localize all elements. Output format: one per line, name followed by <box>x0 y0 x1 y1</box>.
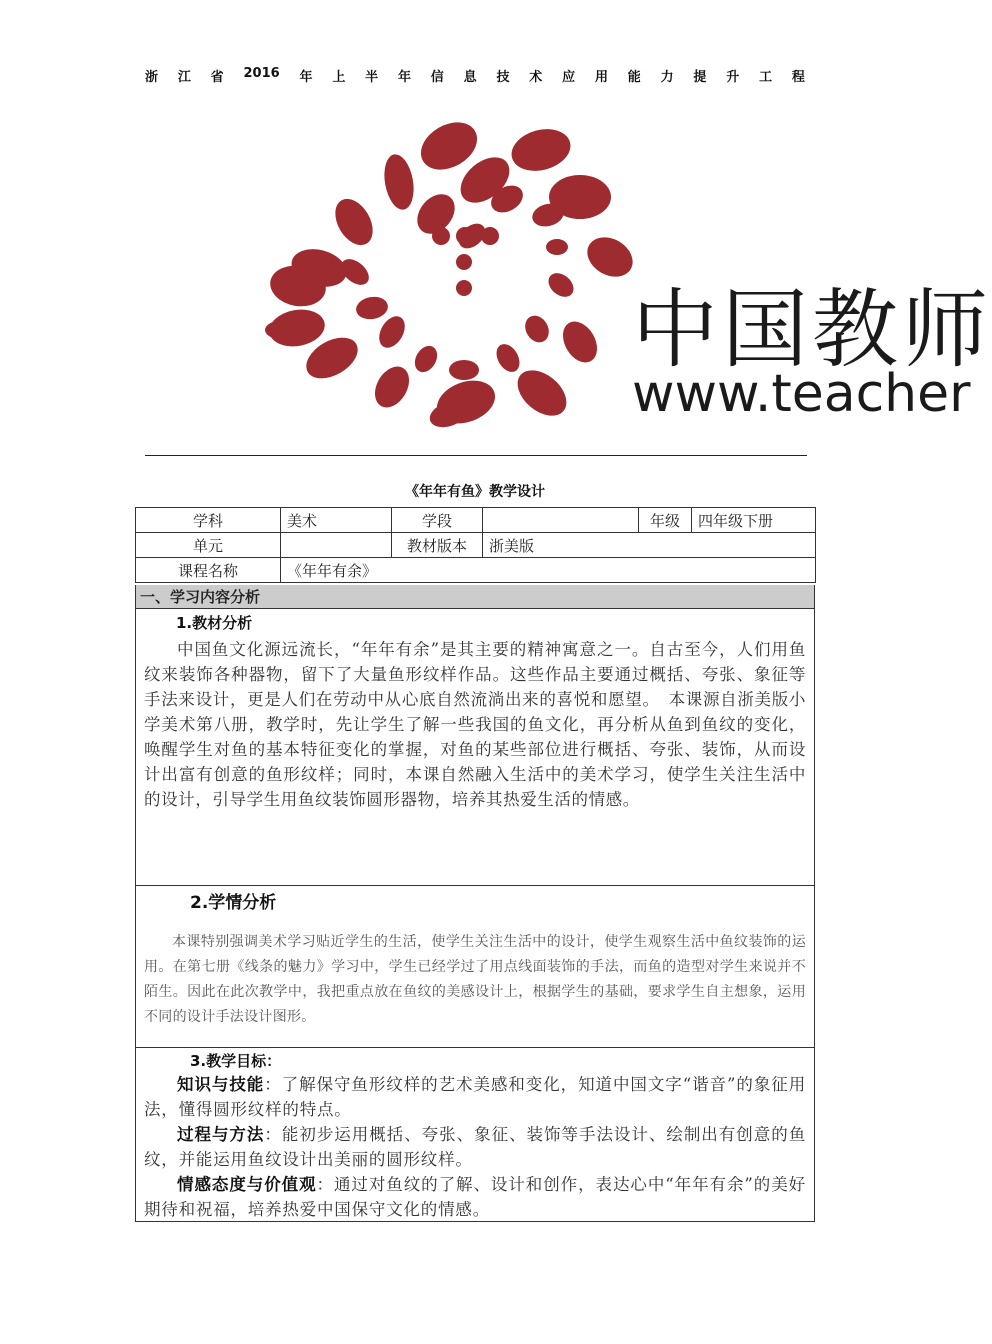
header-char: 浙 <box>145 70 159 85</box>
subject-label: 学科 <box>136 508 281 533</box>
unit-value <box>281 533 392 558</box>
header-char: 用 <box>594 70 608 85</box>
spiral-emblem-icon <box>240 110 660 430</box>
teacher-logo <box>240 110 992 430</box>
header-char: 年 <box>299 70 313 85</box>
emotion-text: ：通过对鱼纹的了解、设计和创作，表达心中“年年有余”的美好期待和祝福，培养热爱中国保守文化的情感。 <box>144 1175 806 1219</box>
header-char: 信 <box>430 70 444 85</box>
header-char: 技 <box>496 70 510 85</box>
header-char: 升 <box>726 70 740 85</box>
header-char: 术 <box>529 70 543 85</box>
subject-value: 美术 <box>281 508 392 533</box>
material-text: 中国鱼文化源远流长，“年年有余”是其主要的精神寓意之一。自古至今，人们用鱼纹来装饰各种器物，留下了大量鱼形纹样作品。这些作品主要通过概括、夸张、象征等手法来设计，更是人们在劳动中从心底自然流淌出来的喜悦和愿望。 本课源自浙美版小学美术第八册，教学时，先让学生了解一些我国的鱼文化，再分析从鱼到鱼纹的变化，唤醒学生对鱼的基本特征变化的掌握，对鱼的某些部位进行概括、夸张、装饰，从而设计出富有创意的鱼形纹样；同时，本课自然融入生活中的美术学习，使学生关注生活中的设计，引导学生用鱼纹装饰圆形器物，培养其热爱生活的情感。 <box>144 640 806 809</box>
header-char: 应 <box>562 70 576 85</box>
edition-label: 教材版本 <box>392 533 483 558</box>
emotion-label: 情感态度与价值观 <box>177 1175 317 1194</box>
document-title: 《年年有鱼》教学设计 <box>405 484 545 500</box>
stage-label: 学段 <box>392 508 483 533</box>
unit-label: 单元 <box>136 533 281 558</box>
process-label: 过程与方法 <box>177 1125 265 1144</box>
header-char: 江 <box>177 70 191 85</box>
knowledge-label: 知识与技能 <box>177 1075 265 1094</box>
header-char: 力 <box>660 70 674 85</box>
header-char: 上 <box>332 70 346 85</box>
process-goal <box>144 1122 806 1172</box>
header-divider <box>145 455 807 456</box>
table-row <box>136 508 816 533</box>
logo-chinese-text: 中国教师 <box>632 280 992 380</box>
student-title: 2.学情分析 <box>190 893 277 913</box>
student-analysis-box <box>135 886 815 1048</box>
grade-value: 四年级下册 <box>692 508 816 533</box>
goals-title: 3.教学目标： <box>190 1052 282 1070</box>
course-label: 课程名称 <box>136 558 281 583</box>
header-char: 半 <box>365 70 379 85</box>
process-text: ：能初步运用概括、夸张、象征、装饰等手法设计、绘制出有创意的鱼纹，并能运用鱼纹设计出美丽的圆形纹样。 <box>144 1125 806 1169</box>
table-row <box>136 533 816 558</box>
section-heading: 一、学习内容分析 <box>135 585 815 609</box>
header-char: 省 <box>210 70 224 85</box>
header-char: 工 <box>759 70 773 85</box>
course-value: 《年年有余》 <box>281 558 816 583</box>
table-row <box>136 558 816 583</box>
knowledge-goal <box>144 1072 806 1122</box>
grade-label: 年级 <box>639 508 692 533</box>
info-table <box>135 507 816 583</box>
header-char: 能 <box>627 70 641 85</box>
header-char: 提 <box>693 70 707 85</box>
header-char: 息 <box>463 70 477 85</box>
edition-value: 浙美版 <box>483 533 816 558</box>
knowledge-text: ：了解保守鱼形纹样的艺术美感和变化，知道中国文字“谐音”的象征用法，懂得圆形纹样的特点。 <box>144 1075 806 1119</box>
material-analysis-box <box>135 609 815 886</box>
teaching-goals-box <box>135 1048 815 1222</box>
material-title: 1.教材分析 <box>176 614 253 632</box>
page-header <box>145 66 805 85</box>
header-char: 年 <box>397 70 411 85</box>
student-text: 本课特别强调美术学习贴近学生的生活，使学生关注生活中的设计，使学生观察生活中鱼纹装饰的运用。在第七册《线条的魅力》学习中，学生已经学过了用点线面装饰的手法，而鱼的造型对学生来说并不陌生。因此在此次教学中，我把重点放在鱼纹的美感设计上，根据学生的基础，要求学生自主想象，运用不同的设计手法设计图形。 <box>144 934 806 1025</box>
header-char: 2016 <box>243 66 280 81</box>
logo-url-text: www.teacher <box>632 364 971 424</box>
stage-value <box>483 508 639 533</box>
header-char: 程 <box>791 70 805 85</box>
emotion-goal <box>144 1172 806 1222</box>
